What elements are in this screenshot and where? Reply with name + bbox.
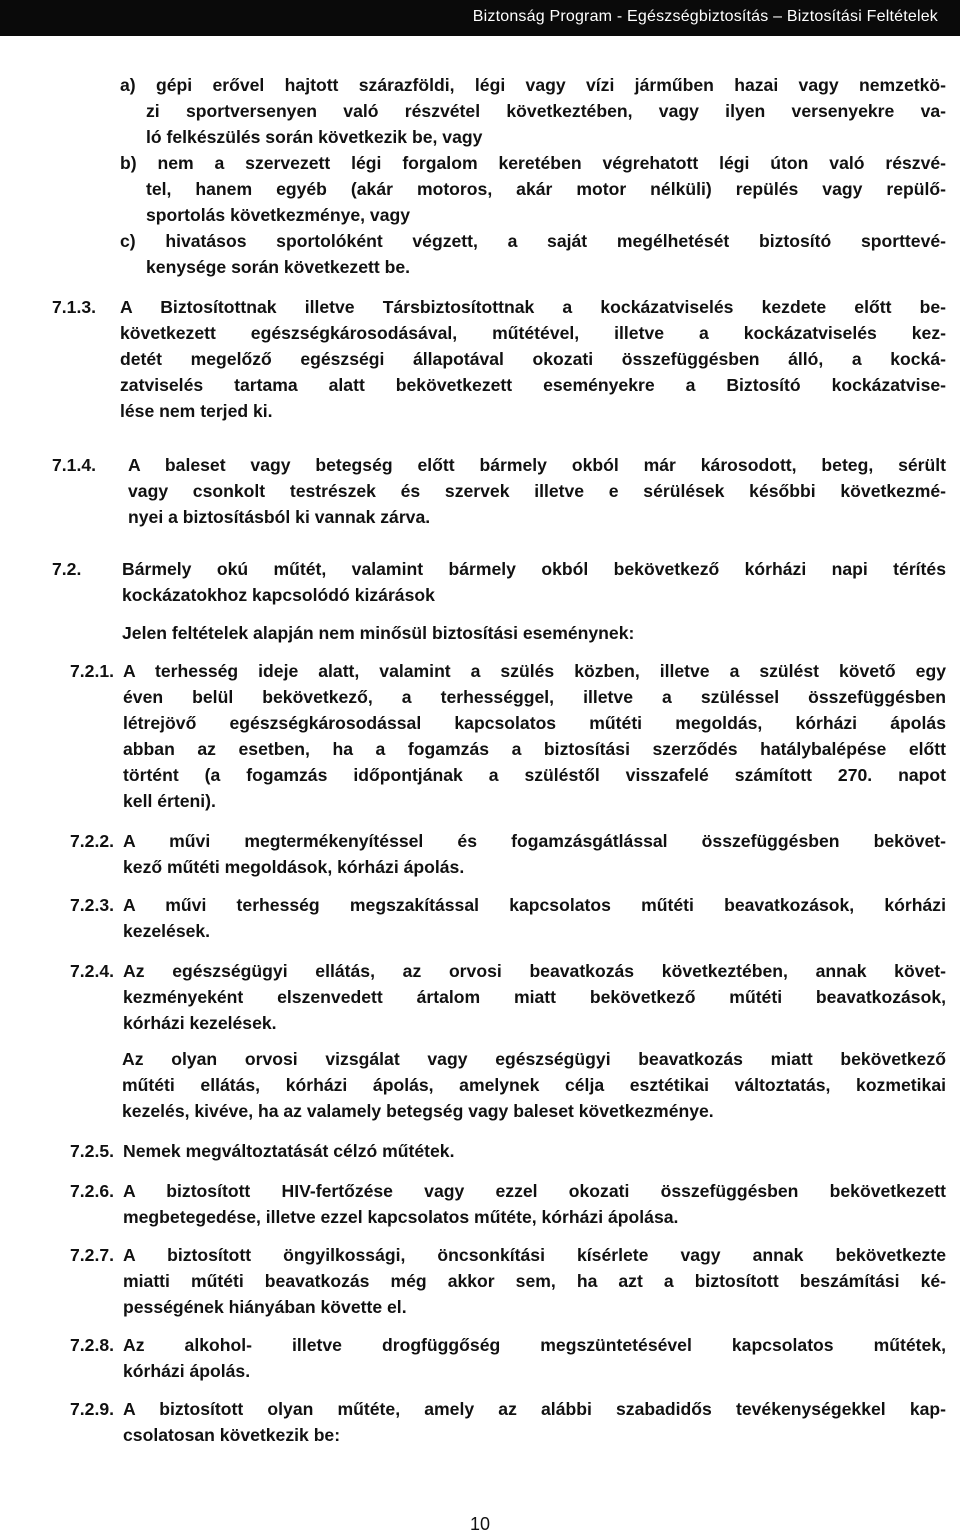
- section-7-2-4: Az egészségügyi ellátás, az orvosi beavatkozás következtében, annak követ- kezményeként elszenvedett ártalom miatt bekövetkező műtéti beavatkozások, kórházi kezelések.: [123, 961, 946, 1033]
- section-7-2-1: A terhesség ideje alatt, valamint a szülés közben, illetve a szülést követő egy éven belül bekövetkező, a terhességgel, illetve a szüléssel összefüggésben létrejövő egészségkárosodással kapcsolatos műtéti megoldás, kórházi ápolás abban az esetben, ha a fogamzás a biztosítási szerződés hatálybalépése előtt történt (a fogamzás időpontjának a szüléstől visszafelé számított 270. napot kell érteni).: [123, 661, 946, 811]
- section-7-2-2: A művi megtermékenyítéssel és fogamzásgátlással összefüggésben bekövet- kező műtéti megoldások, kórházi ápolás.: [123, 831, 946, 877]
- section-7-2-3: A művi terhesség megszakítással kapcsolatos műtéti beavatkozások, kórházi kezelések.: [123, 895, 946, 941]
- section-number-7-1-3: 7.1.3.: [52, 297, 97, 317]
- section-7-1-3: A Biztosítottnak illetve Társbiztosítottnak a kockázatviselés kezdete előtt be- következett egészségkárosodásával, műtétével, illetve a kockázatviselés kez- detét megelőző egészségi állapotával okozati összefüggésben álló, a kocká- zatviselés tartama alatt bekövetkezett eseményekre a Biztosító kockázatvise- lése nem terjed ki.: [120, 297, 946, 421]
- section-7-2-5: Nemek megváltoztatását célzó műtétek.: [123, 1141, 455, 1161]
- section-7-1-4: A baleset vagy betegség előtt bármely okból már károsodott, beteg, sérült vagy csonkolt testrészek és szervek illetve e sérülések későbbi következmé- nyei a biztosításból ki vannak zárva.: [128, 455, 946, 527]
- list-item-c: c) hivatásos sportolóként végzett, a saját megélhetését biztosító sporttevé- kenysége során következett be.: [120, 231, 946, 277]
- section-7-2-6: A biztosított HIV-fertőzése vagy ezzel okozati összefüggésben bekövetkezett megbetegedése, illetve ezzel kapcsolatos műtéte, kórházi ápolása.: [123, 1181, 946, 1227]
- section-7-2-8: Az alkohol- illetve drogfüggőség megszüntetésével kapcsolatos műtétek, kórházi ápolás.: [123, 1335, 946, 1381]
- section-number-7-2-3: 7.2.3.: [70, 895, 115, 915]
- page-number: 10: [469, 1514, 491, 1534]
- list-item-a: a) gépi erővel hajtott szárazföldi, légi vagy vízi járműben hazai vagy nemzetkö- zi sportversenyen való részvétel következtében, vagy ilyen versenyekre va- ló felkészülés során következik be, vagy: [120, 75, 946, 147]
- section-number-7-2-1: 7.2.1.: [70, 661, 115, 681]
- section-number-7-2-8: 7.2.8.: [70, 1335, 115, 1355]
- section-number-7-2-9: 7.2.9.: [70, 1399, 115, 1419]
- header-title: Biztonság Program - Egészségbiztosítás – Biztosítási Feltételek: [472, 8, 938, 25]
- page-header: [0, 0, 960, 36]
- section-number-7-2-2: 7.2.2.: [70, 831, 115, 851]
- section-number-7-2: 7.2.: [52, 559, 82, 579]
- section-7-2-4-extra: Az olyan orvosi vizsgálat vagy egészségügyi beavatkozás miatt bekövetkező műtéti ellátás, kórházi ápolás, amelynek célja esztétikai változtatás, kozmetikai kezelés, kivéve, ha az valamely betegség vagy baleset következménye.: [122, 1049, 946, 1121]
- section-number-7-2-4: 7.2.4.: [70, 961, 115, 981]
- section-number-7-2-6: 7.2.6.: [70, 1181, 115, 1201]
- section-number-7-1-4: 7.1.4.: [52, 455, 97, 475]
- section-7-2-heading: Bármely okú műtét, valamint bármely okból bekövetkező kórházi napi térítés kockázatokhoz kapcsolódó kizárások: [122, 559, 946, 605]
- section-7-2-7: A biztosított öngyilkossági, öncsonkítási kísérlete vagy annak bekövetkezte miatti műtéti beavatkozás még akkor sem, ha azt a biztosított beszámítási ké- pességének hiányában követte el.: [123, 1245, 946, 1317]
- section-7-2-9: A biztosított olyan műtéte, amely az alábbi szabadidős tevékenységekkel kap- csolatosan következik be:: [123, 1399, 946, 1445]
- list-item-b: b) nem a szervezett légi forgalom keretében végrehatott légi úton való részvé- tel, hanem egyéb (akár motoros, akár motor nélküli) repülés vagy repülő- sportolás következménye, vagy: [120, 153, 946, 225]
- section-7-2-intro: Jelen feltételek alapján nem minősül biztosítási eseménynek:: [122, 623, 635, 643]
- section-number-7-2-7: 7.2.7.: [70, 1245, 115, 1265]
- section-number-7-2-5: 7.2.5.: [70, 1141, 115, 1161]
